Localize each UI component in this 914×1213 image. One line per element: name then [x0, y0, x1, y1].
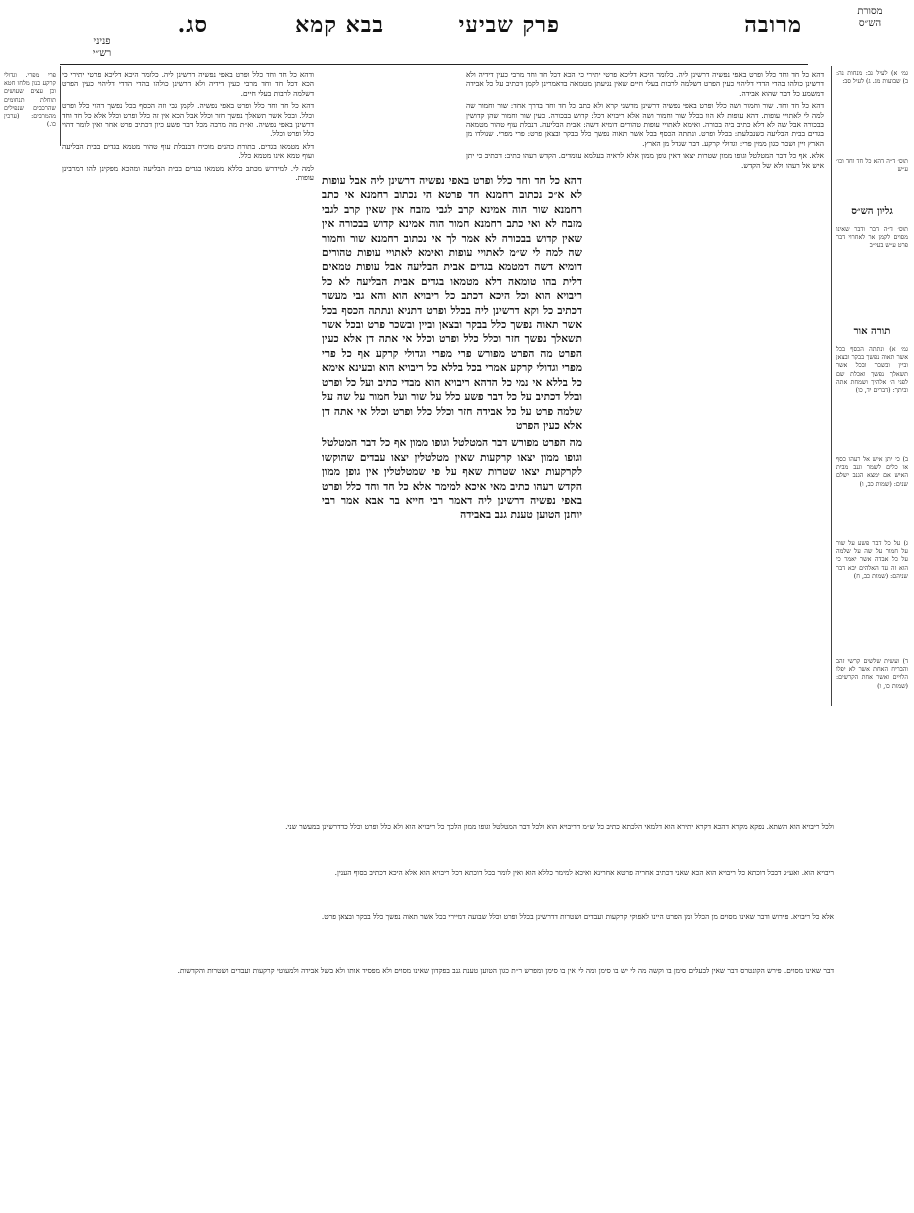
header-rule: [60, 64, 808, 65]
gilyon-title: גליון הש״ס: [851, 206, 893, 217]
tosafot-column: [62, 70, 314, 185]
left-margin-divider: [60, 66, 61, 146]
tosafot-para-1: ודהא כל חד וחד כלל ופרט באפי נפשיה דרשינן ליה. כלומר היכא דליכא פרטי יתירי כי הכא דכל חד וחד מרבי כעין דידיה ולא דרשינן כולהו בהדי הדדי דליהוי כעין הפרט דשלמה לרבות בעלי חיים.: [62, 70, 314, 98]
chapter-name: מרובה: [744, 12, 802, 38]
tosafot-para-4: למה לי. למידרש מכתב כללא מטמאו בגדים בבית הבליעה ומהכא מפקינן להו דמרבינן עופות.: [62, 163, 314, 183]
left-margin-text: פרי מפרי. וגדולי קרקע כנון מלחו חטא וכן עצים שעושים תוחלת תנחומים שהרכבים שנפילים מהמרבים: (ערכין כו.): [4, 72, 56, 129]
gilyon-text: תוס׳ ד״ה דבר ודבר שאינו מסוים לקמן אר לאחרוי דבר פרט ע״ש בעי״ב: [836, 226, 908, 250]
chapter-title: פרק שביעי: [458, 12, 560, 38]
gemara-para-2: מה הפרט מפורש דבר המטלטל וגופו ממון אף כל דבר המטלטל וגופו ממון יצאו קרקעות שאין מטלטלין יצאו עבדים שהוקשו לקרקעות יצאו שטרות שאף על פי שמטלטלין אין גופן ממון הקדש רעהו כתיב מאי איכא למימר אלא כל חד וחד כלל ופרט באפי נפשיה דרשינן ליה דאמר רבי חייא בר אבא אמר רבי יוחנן הטוען טענת גנב באבידה: [322, 437, 582, 522]
bottom-commentary-3: אלא כל ריבויא. פירוש ודבר שאינו מסוים מן הכלל ומן הפרט היינו לאפוקי קרקעות ועבדים ושטרות דדרשינן בכלל ופרט וכלל שבועה דמיירי בכל אשר תאוה נפשך כלל בבקר ובצאן פרט.: [321, 912, 834, 921]
torah-or-text-2: ב) כי יתן איש אל רעהו כסף או כלים לשמר וגנב מבית האיש אם ימצא הגנב ישלם שנים: (שמות כב, ו): [836, 456, 908, 488]
bottom-commentary-1: ולכל ריבויא הוא השתא. נפקא מקרא דהכא דקרא יתירא הוא דלמאי הלכתא כתיב כל ש״מ דריבויא הוא ולכל דבר המטלטל וגופו ממון הלכך כל ריבויא הוא ולא כלל ופרט וכלל כדדרשינן במעשר שני.: [285, 822, 834, 831]
folio-number: סג.: [177, 12, 208, 38]
torah-or-text-1: גמ׳ א) ונתתה הכסף בכל אשר תאוה נפשך בבקר ובצאן וביין ובשכר ובכל אשר תשאלך נפשך ואכלת שם לפני ה׳ אלהיך ושמחת אתה וביתך: (דברים יד, כו): [836, 346, 908, 395]
rashi-para-1: דהא כל חד וחד כלל ופרט באפי נפשיה דרשינן ליה. כלומר היכא דליכא פרטי יתירי כי הכא דכל חד וחד מרבי כעין דידיה ולא דרשינן כולהו בהדי הדדי דליהוי כעין הפרט דשלמה לרבות בעלי חיים שאין נגיעתן מטמאה בדאמרינן לקמן דכתיב על כל אבידה דמשמע כל דבר שהוא אבידה.: [466, 70, 824, 98]
rashi-para-3: אלא. אף כל דבר המטלטל וגופו ממון שטרות יצאו דאין גופן ממון אלא לראיה בעלמא עומדים. הקדש רעהו כתיב: דכתיב כי יתן איש אל רעהו ולא של הקדש.: [466, 151, 824, 170]
torah-or-text-3: ג) על כל דבר פשע על שור על חמור על שה על שלמה על כל אבדה אשר יאמר כי הוא זה עד האלהים יבא דבר שניהם: (שמות כב, ח): [836, 540, 908, 580]
right-margin-title: מסורת הש״ס: [857, 6, 883, 29]
right-margin-divider: [831, 66, 832, 706]
torah-or-title: תורה אור: [853, 326, 891, 337]
rashi-para-2: דהא כל חד וחד. שור וחמור ושה כלל ופרט באפי נפשיה דרשינן מדשני קרא ולא כתב כל חד וחד בדרך אחד: שור וחמור שה למה לי לאתויי עופות. דהא עופות לא הוו בכלל שור וחמור ושה אלא ריבויא דכל: קדוש בבכורה. כעין שור וחמור שהן קדושין בבכורה אבל שה לא דלא כתיב ביה בכורה. ואימא לאתויי עופות טהורים דומיא דשה: אבית הבליעה. דנבלת עוף טהור מטמאה בגדים בבית הבליעה כשנבלעת: בכלל ופרט. ונתתה הכסף בכל אשר תאוה נפשך כלל בבקר ובצאן פרט: פרי מפרי. שנולדו מן הארץ ויין ושכר כגון ממין פרי: וגדולי קרקע. דבר שגדל מן הארץ.: [466, 101, 824, 148]
gemara-main-text: [322, 174, 582, 526]
tosafot-para-2: דהא כל חד וחד כלל ופרט באפי נפשיה. לקמן גבי וזה הכסף בכל נפשך דהוי כלל ופרט וכלל. ובכל אשר תשאלך נפשך חזר וכלל אבל הכא אין זה כלל ופרט וכלל אלא כל חד וחד דרשינן באפי נפשיה. וא״ת מה מרבה מכל דבר פשע כיון דכתיב פרט אחר ואין לומר דהוי כלל ופרט וכלל.: [62, 101, 314, 139]
tractate-title: בבא קמא: [295, 12, 384, 38]
bottom-commentary-4: דבר שאינו מסוים. פירש הקונטרס דבר שאין לבעלים סימן בו וקשה מה לי יש בו סימן ומה לי אין בו סימן ומפרש ר״ת כגון הטוען טענת גנב בפקדון שאינו מסוים ולא מפסיד אותו ולא בשל אבידה ולמעוטי קרקעות ועבדים ושטרות והקדשות.: [177, 966, 834, 975]
rashi-column: [466, 70, 824, 173]
left-margin-title: פניני רש״י: [92, 36, 112, 59]
torah-or-text-4: ד) ועשית שלשים קרשי זהב והבריח האחת אשר לא יפלו הלויים ואשר אחת הקרשים: (שמות כו, ו): [836, 658, 908, 690]
bottom-commentary-2: ריבויא הוא. ואע״ג דבכל דוכתא כל ריבויא הוא הכא שאני דכתיב אחריה פרטא אחרינא ואיכא למימר כללא הוא ואין לומר בכל דוכתא דכל ריבויא הוא אלא היכא דכתיב בסוף הענין.: [334, 868, 834, 877]
right-margin-tosafot-note: תוס׳ ד״ה דהא כל חד וחד וכו׳ ע״ש: [836, 158, 908, 174]
gemara-para-1: דהא כל חד וחד כלל ופרט באפי נפשיה דרשינן ליה אבל עופות לא א״כ נכתוב רחמנא חד פרטא הי נכתוב רחמנא אי כתב רחמנא שור הוה אמינא קרב לגבי מזבח אין שאין קרב לגבי מזבח לא ואי כתב רחמנא חמור הוה אמינא קדוש בבכורה אין שאין קדוש בבכורה לא אמר לך אי נכתוב רחמנא שור וחמור שה למה לי ש״מ לאתויי עופות ואימא לאתויי עופות טהורים דומיא דשה דמטמא בגדים אבית הבליעה אבל עופות טמאים דלית בהו טומאה דלא מטמאו בגדים אבית הבליעה לא כל ריבויא הוא וכל היכא דכתב כל ריבויא הוא והא גבי מעשר דכתיב כל וקא דרשינן ליה בכלל ופרט דתניא ונתתה הכסף בכל אשר תאוה נפשך כלל בבקר ובצאן וביין ובשכר פרט ובכל אשר תשאלך נפשך חזר וכלל כלל ופרט וכלל אי אתה דן אלא כעין הפרט מה הפרט מפורש פרי מפרי וגדולי קרקע אף כל פרי מפרי וגדולי קרקע אמרי בכל בללא כל ריבויא הוא ובעינא אימא כל בללא אי נמי כל הדהא ריבויא הוא מבדי כתיב ועל כל ופרט ובלל דכתיב על כל דבר פשע כלל על שור ועל חמור על שה על שלמה פרט על כל אבידה חזר וכלל כלל ופרט וכלל אי אתה דן אלא כעין הפרט: [322, 175, 582, 432]
right-margin-masoret: גמ׳ א) לעיל נב: מנחות נה: ב) שבועות מג. ג) לעיל סב:: [836, 70, 908, 86]
tosafot-para-3: דלא מטמאו בגדים. בתורת כהנים מוכיח דבנבלת עוף טהור מטמא בגדים בבית הבליעה ועוף טמא אינו מטמא כלל.: [62, 141, 314, 161]
